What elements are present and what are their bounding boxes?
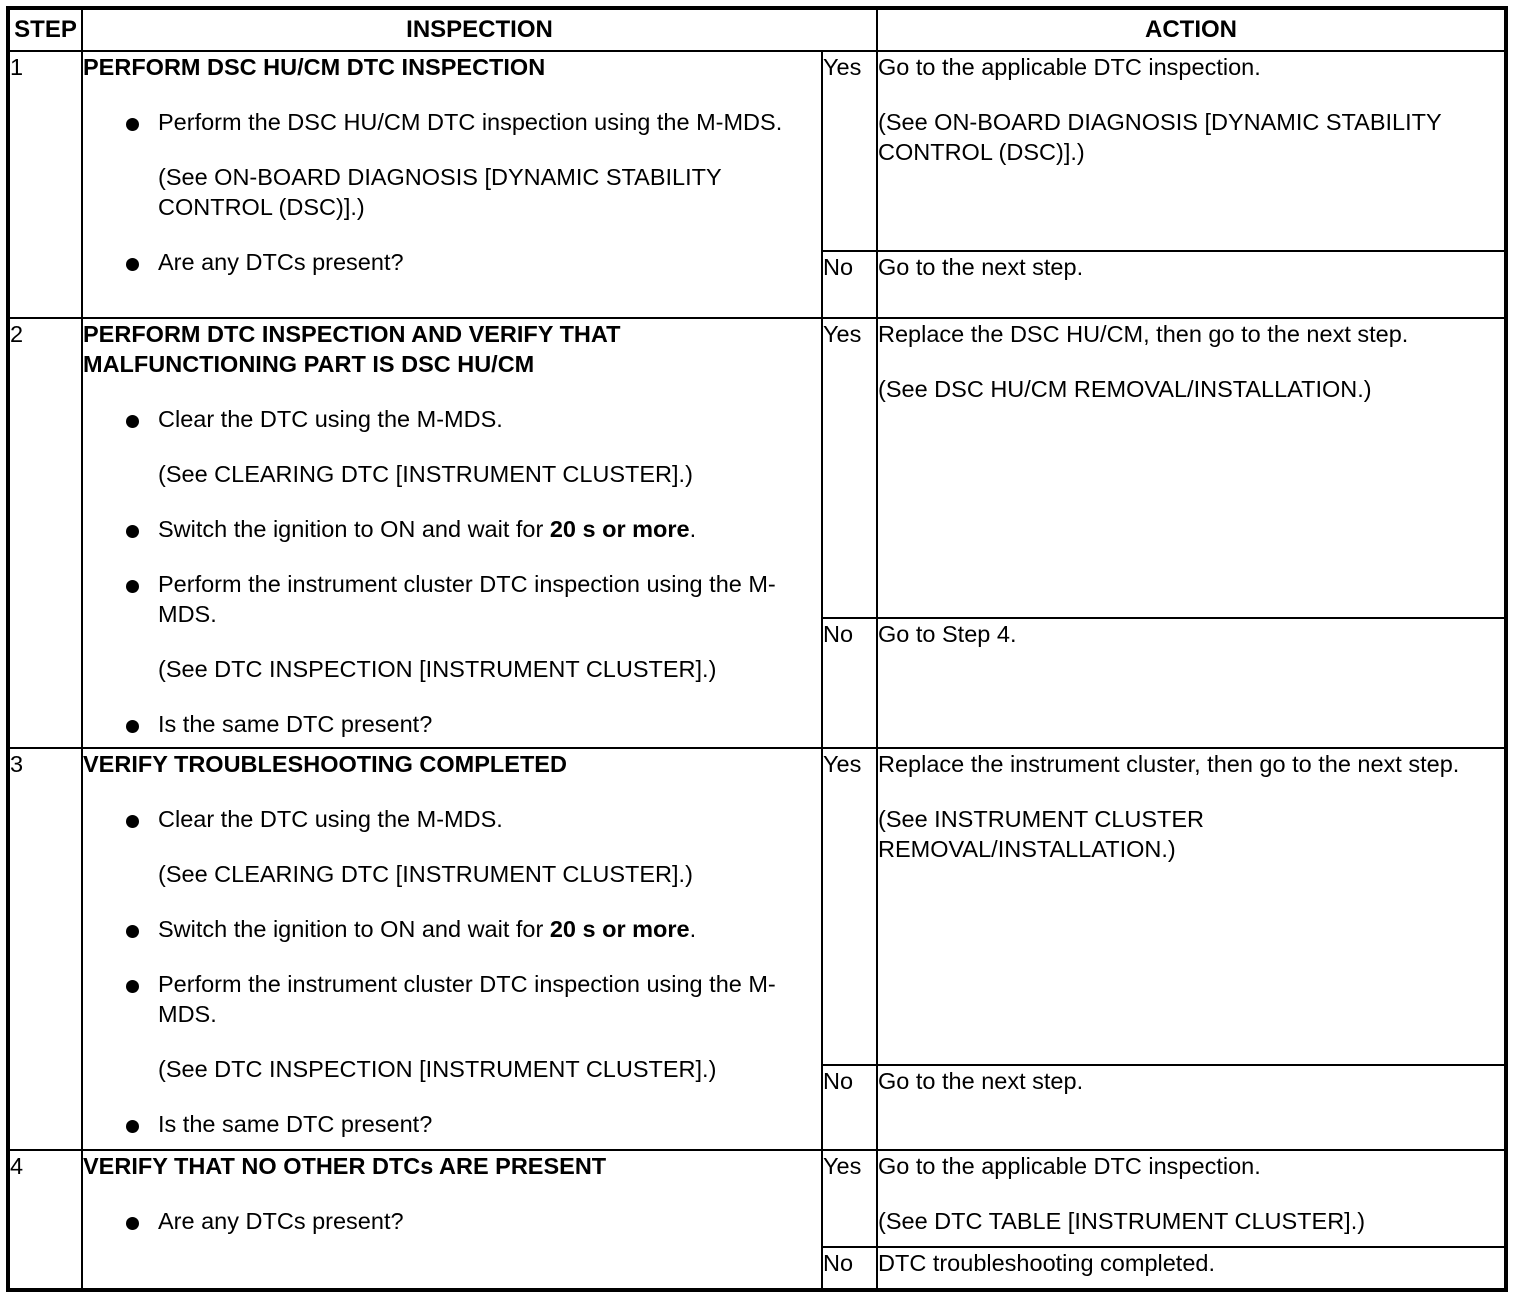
inspection-bullets (83, 404, 821, 739)
bullet-item (123, 569, 821, 684)
step-row-yes (8, 318, 1506, 618)
bullet-dot-icon (126, 525, 139, 538)
no-label: No (822, 1065, 877, 1150)
action-text: DTC troubleshooting completed. (878, 1250, 1216, 1276)
bullet-item (123, 1206, 821, 1236)
bullet-text: Is the same DTC present? (158, 711, 433, 737)
header-step: STEP (8, 8, 82, 51)
inspection-cell (82, 748, 822, 1150)
action-text: (See DTC TABLE [INSTRUMENT CLUSTER].) (878, 1208, 1366, 1234)
reference-note: (See ON-BOARD DIAGNOSIS [DYNAMIC STABILITY CONTROL (DSC)].) (158, 164, 722, 220)
action-text: Go to Step 4. (878, 621, 1017, 647)
yes-label: Yes (822, 748, 877, 1065)
inspection-cell (82, 318, 822, 748)
step-number: 2 (8, 318, 82, 748)
bullet-text: Perform the DSC HU/CM DTC inspection using the M-MDS. (158, 109, 783, 135)
inspection-bullets (83, 804, 821, 1139)
bullet-dot-icon (126, 925, 139, 938)
action-text: Go to the applicable DTC inspection. (878, 54, 1261, 80)
bullet-item (123, 1109, 821, 1139)
step-title: PERFORM DTC INSPECTION AND VERIFY THAT MALFUNCTIONING PART IS DSC HU/CM (83, 321, 621, 377)
bullet-item (123, 404, 821, 489)
bullet-text: Switch the ignition to ON and wait for (158, 516, 550, 542)
bullet-dot-icon (126, 118, 139, 131)
bullet-bold-value: 20 s or more (549, 916, 690, 942)
header-action: ACTION (877, 8, 1506, 51)
yes-action-cell (877, 318, 1506, 618)
action-text: Replace the instrument cluster, then go to the next step. (878, 751, 1460, 777)
no-action-cell (877, 618, 1506, 748)
yes-action-cell (877, 748, 1506, 1065)
inspection-cell (82, 51, 822, 318)
yes-label: Yes (822, 51, 877, 251)
bullet-dot-icon (126, 815, 139, 828)
action-text: Go to the next step. (878, 254, 1084, 280)
bullet-dot-icon (126, 1217, 139, 1230)
bullet-item (123, 969, 821, 1084)
bullet-text: Are any DTCs present? (158, 249, 404, 275)
step-number: 4 (8, 1150, 82, 1290)
reference-note: (See CLEARING DTC [INSTRUMENT CLUSTER].) (158, 461, 693, 487)
bullet-dot-icon (126, 258, 139, 271)
bullet-dot-icon (126, 980, 139, 993)
reference-note: (See CLEARING DTC [INSTRUMENT CLUSTER].) (158, 861, 693, 887)
step-number: 1 (8, 51, 82, 318)
bullet-text: Is the same DTC present? (158, 1111, 433, 1137)
yes-action-cell (877, 51, 1506, 251)
bullet-text: Perform the instrument cluster DTC inspection using the M-MDS. (158, 971, 776, 1027)
bullet-text: Are any DTCs present? (158, 1208, 404, 1234)
troubleshooting-table (6, 6, 1508, 1292)
bullet-item (123, 709, 821, 739)
inspection-bullets (83, 1206, 821, 1236)
action-text: (See DSC HU/CM REMOVAL/INSTALLATION.) (878, 376, 1372, 402)
step-row-yes (8, 748, 1506, 1065)
bullet-dot-icon (126, 720, 139, 733)
bullet-item (123, 914, 821, 944)
bullet-text-suffix: . (689, 916, 697, 942)
no-action-cell (877, 251, 1506, 318)
header-row (8, 8, 1506, 51)
action-text: (See ON-BOARD DIAGNOSIS [DYNAMIC STABILITY CONTROL (DSC)].) (878, 109, 1442, 165)
no-action-cell (877, 1247, 1506, 1290)
bullet-text: Perform the instrument cluster DTC inspection using the M-MDS. (158, 571, 776, 627)
bullet-bold-value: 20 s or more (549, 516, 690, 542)
action-text: (See INSTRUMENT CLUSTER REMOVAL/INSTALLATION.) (878, 806, 1205, 862)
bullet-text: Clear the DTC using the M-MDS. (158, 806, 503, 832)
bullet-dot-icon (126, 1120, 139, 1133)
inspection-cell (82, 1150, 822, 1290)
step-title: VERIFY TROUBLESHOOTING COMPLETED (83, 751, 567, 777)
bullet-item (123, 514, 821, 544)
inspection-bullets (83, 107, 821, 277)
no-label: No (822, 1247, 877, 1290)
yes-action-cell (877, 1150, 1506, 1247)
no-action-cell (877, 1065, 1506, 1150)
yes-label: Yes (822, 1150, 877, 1247)
step-title: VERIFY THAT NO OTHER DTCs ARE PRESENT (83, 1153, 607, 1179)
header-inspection: INSPECTION (82, 8, 877, 51)
bullet-item (123, 247, 821, 277)
bullet-dot-icon (126, 580, 139, 593)
bullet-item (123, 804, 821, 889)
step-row-yes (8, 51, 1506, 251)
no-label: No (822, 251, 877, 318)
no-label: No (822, 618, 877, 748)
reference-note: (See DTC INSPECTION [INSTRUMENT CLUSTER].) (158, 1056, 717, 1082)
bullet-text: Clear the DTC using the M-MDS. (158, 406, 503, 432)
bullet-dot-icon (126, 415, 139, 428)
step-row-yes (8, 1150, 1506, 1247)
bullet-item (123, 107, 821, 222)
bullet-text: Switch the ignition to ON and wait for (158, 916, 550, 942)
reference-note: (See DTC INSPECTION [INSTRUMENT CLUSTER].) (158, 656, 717, 682)
yes-label: Yes (822, 318, 877, 618)
action-text: Replace the DSC HU/CM, then go to the next step. (878, 321, 1409, 347)
bullet-text-suffix: . (689, 516, 697, 542)
action-text: Go to the applicable DTC inspection. (878, 1153, 1261, 1179)
step-number: 3 (8, 748, 82, 1150)
step-title: PERFORM DSC HU/CM DTC INSPECTION (83, 54, 546, 80)
action-text: Go to the next step. (878, 1068, 1084, 1094)
